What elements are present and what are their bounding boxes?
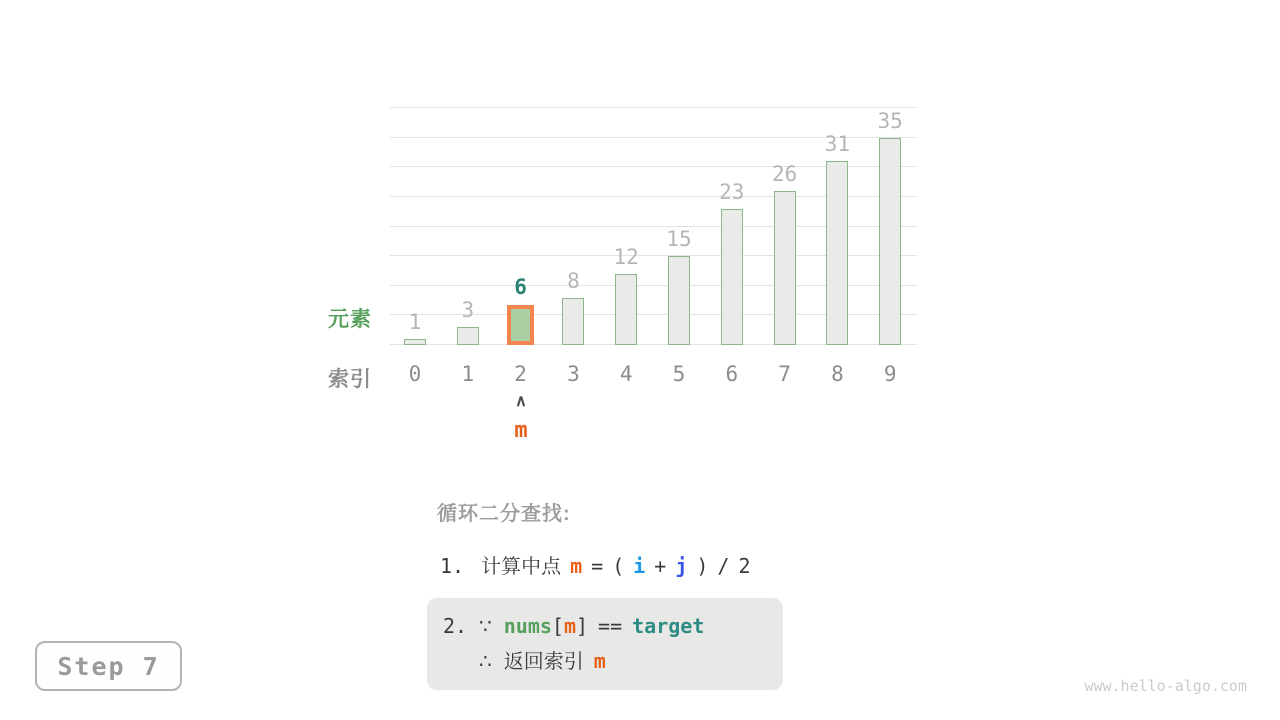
code-nums: nums (503, 614, 552, 638)
bar-5 (668, 256, 690, 345)
step1-number: 1. (440, 554, 465, 578)
code-target: target (632, 614, 705, 638)
watermark: www.hello-algo.com (1084, 677, 1247, 695)
bar-4 (615, 274, 637, 345)
bar-value-label: 6 (514, 275, 527, 300)
plus-sign: + (654, 554, 667, 578)
index-label: 3 (567, 362, 580, 386)
because-symbol: ∵ (479, 616, 492, 638)
bar-8 (826, 161, 848, 345)
annotation-heading: 循环二分查找: (437, 503, 571, 525)
bar-chart (390, 108, 917, 386)
annotation-step1 (440, 550, 751, 579)
bar-value-label: 31 (824, 132, 851, 157)
bar-2 (507, 305, 534, 345)
step2-text: 返回索引 (503, 651, 584, 673)
var-m: m (570, 554, 583, 578)
step1-text: 计算中点 (481, 556, 562, 578)
bar-value-label: 12 (613, 244, 639, 269)
index-label: 6 (725, 362, 739, 386)
code-m-return: m (593, 649, 606, 673)
gridline (390, 107, 917, 108)
index-label: 4 (619, 362, 633, 386)
index-label: 8 (831, 362, 844, 386)
index-label: 9 (883, 362, 897, 386)
therefore-symbol: ∴ (479, 651, 492, 673)
step2-line-because (443, 609, 767, 644)
bar-value-label: 35 (877, 108, 903, 133)
bar-value-label: 3 (461, 298, 475, 323)
row-label-indices: 索引 (328, 368, 372, 391)
pointer-m-label: m (514, 418, 528, 443)
bar-3 (562, 298, 584, 345)
double-equals: == (598, 614, 623, 638)
step-badge: Step 7 (35, 641, 182, 691)
var-j: j (675, 554, 688, 578)
divisor-two: 2 (738, 554, 751, 578)
index-label: 5 (672, 362, 686, 386)
bar-value-label: 1 (408, 310, 422, 335)
index-label: 2 (514, 362, 527, 386)
step2-line-therefore (443, 644, 767, 679)
annotation-step2-box (427, 598, 783, 690)
bar-7 (774, 191, 796, 345)
row-label-elements: 元素 (328, 308, 372, 331)
var-i: i (633, 554, 646, 578)
bar-6 (721, 209, 743, 345)
bar-value-label: 26 (771, 161, 798, 186)
pointer-up-arrow-icon: ∧ (515, 393, 527, 410)
equals-sign: = (591, 554, 604, 578)
open-paren: ( (612, 554, 625, 578)
index-label: 0 (408, 362, 422, 386)
close-paren: ) (696, 554, 709, 578)
index-label: 1 (461, 362, 475, 386)
bar-9 (879, 138, 901, 345)
bar-value-label: 15 (666, 227, 692, 252)
code-m: m (563, 614, 576, 638)
step2-number: 2. (443, 614, 468, 638)
divide-sign: / (717, 554, 730, 578)
close-bracket: ] (576, 614, 589, 638)
index-label: 7 (778, 362, 791, 386)
open-bracket: [ (551, 614, 564, 638)
bar-0 (404, 339, 426, 345)
bar-1 (457, 327, 479, 345)
bar-value-label: 23 (719, 179, 745, 204)
bar-value-label: 8 (567, 268, 580, 293)
